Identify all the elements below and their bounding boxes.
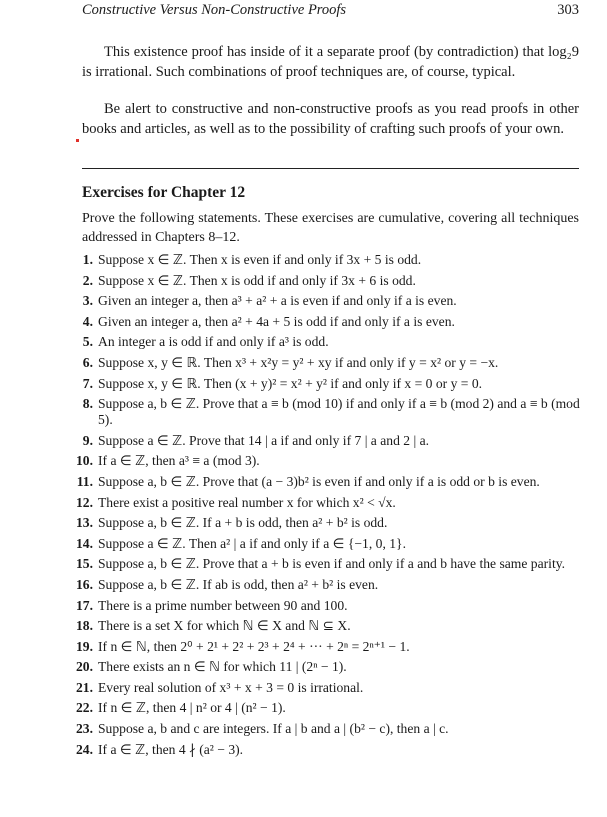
- exercise-number: 2.: [82, 272, 93, 288]
- exercise-number: 8.: [82, 396, 93, 412]
- exercise-text: Suppose a ∈ ℤ. Prove that 14 | a if and only if 7 | a and 2 | a.: [98, 432, 430, 448]
- exercise-text: Suppose a ∈ ℤ. Then a² | a if and only if a ∈ {−1, 0, 1}.: [98, 535, 406, 551]
- exercise-item: [64, 515, 581, 531]
- exercise-number: 1.: [82, 252, 93, 267]
- exercise-text: Suppose a, b ∈ ℤ. If ab is odd, then a² + b² is even.: [98, 576, 379, 592]
- exercise-number: 10.: [76, 453, 93, 469]
- exercise-item: [64, 355, 581, 371]
- exercise-item: [64, 474, 581, 490]
- chapter-section-title: Constructive Versus Non-Constructive Proofs: [82, 2, 347, 18]
- exercise-item: [64, 453, 581, 469]
- exercises-intro: Prove the following statements. These exercises are cumulative, covering all techniques addressed in Chapters 8–12.: [82, 211, 579, 245]
- exercise-number: 22.: [76, 700, 93, 716]
- exercise-text: If a ∈ ℤ, then 4 ∤ (a² − 3).: [98, 741, 244, 757]
- exercise-number: 11.: [76, 473, 93, 489]
- exercise-text: Suppose a, b ∈ ℤ. If a + b is odd, then a² + b² is odd.: [98, 515, 388, 531]
- exercise-number: 15.: [76, 556, 93, 572]
- exercise-number: 18.: [76, 618, 93, 634]
- exercise-item: [64, 252, 581, 268]
- exercise-number: 14.: [76, 535, 93, 551]
- exercise-number: 9.: [82, 432, 93, 448]
- section-divider: [82, 168, 579, 169]
- exercise-text: If n ∈ ℤ, then 4 | n² or 4 | (n² − 1).: [98, 700, 286, 716]
- exercise-item: [64, 396, 581, 428]
- exercise-text: There is a set X for which ℕ ∈ X and ℕ ⊆ X.: [98, 618, 351, 634]
- exercise-text: Given an integer a, then a³ + a² + a is even if and only if a is even.: [98, 293, 457, 309]
- exercise-text: There is a prime number between 90 and 100.: [98, 597, 348, 613]
- exercise-item: [64, 598, 581, 614]
- exercise-text: Suppose x, y ∈ ℝ. Then x³ + x²y = y² + xy if and only if y = x² or y = −x.: [98, 354, 499, 370]
- exercise-number: 6.: [82, 354, 93, 370]
- exercise-item: [64, 556, 581, 572]
- exercise-text: Suppose x ∈ ℤ. Then x is odd if and only if 3x + 6 is odd.: [98, 272, 416, 288]
- exercises-heading: Exercises for Chapter 12: [82, 184, 246, 201]
- exercise-text: Given an integer a, then a² + 4a + 5 is odd if and only if a is even.: [98, 313, 455, 329]
- exercise-item: [64, 639, 581, 655]
- exercise-number: 5.: [82, 334, 93, 350]
- exercise-text: There exists an n ∈ ℕ for which 11 | (2ⁿ − 1).: [98, 659, 347, 675]
- red-dot-mark: [76, 139, 79, 142]
- exercise-item: [64, 721, 581, 737]
- exercise-text: There exist a positive real number x for which x² < √x.: [98, 494, 396, 510]
- exercise-number: 21.: [76, 679, 93, 695]
- exercise-text: Suppose a, b ∈ ℤ. Prove that a + b is even if and only if a and b have the same parity.: [98, 556, 566, 572]
- exercise-number: 24.: [76, 741, 93, 757]
- exercise-number: 4.: [82, 313, 93, 329]
- exercise-item: [64, 293, 581, 309]
- exercise-item: [64, 659, 581, 675]
- exercise-text: Suppose x ∈ ℤ. Then x is even if and only if 3x + 5 is odd.: [98, 252, 422, 267]
- exercise-number: 19.: [76, 638, 93, 654]
- exercise-number: 13.: [76, 515, 93, 531]
- exercise-item: [64, 273, 581, 289]
- exercise-number: 16.: [76, 576, 93, 592]
- exercise-text: Suppose a, b and c are integers. If a | b and a | (b² − c), then a | c.: [98, 721, 449, 737]
- exercise-item: [64, 314, 581, 330]
- exercise-item: [64, 577, 581, 593]
- exercise-text: Suppose a, b ∈ ℤ. Prove that (a − 3)b² is even if and only if a is odd or b is even.: [98, 473, 540, 489]
- exercise-text: If a ∈ ℤ, then a³ ≡ a (mod 3).: [98, 453, 260, 469]
- exercise-text: Suppose x, y ∈ ℝ. Then (x + y)² = x² + y² if and only if x = 0 or y = 0.: [98, 375, 483, 391]
- body-paragraph-2-text: Be alert to constructive and non-constructive proofs as you read proofs in other books and articles, as well as to the possibility of crafting such proofs of your own.: [82, 101, 579, 137]
- exercise-item: [64, 536, 581, 552]
- exercise-text: Suppose a, b ∈ ℤ. Prove that a ≡ b (mod 10) if and only if a ≡ b (mod 2) and a ≡ b (mod 5).: [98, 396, 580, 428]
- exercise-item: [64, 376, 581, 392]
- exercise-list: [64, 252, 581, 762]
- exercise-number: 3.: [82, 293, 93, 309]
- exercise-item: [64, 495, 581, 511]
- running-head: [82, 2, 579, 22]
- exercise-item: [64, 680, 581, 696]
- exercise-number: 7.: [82, 375, 93, 391]
- exercise-item: [64, 433, 581, 449]
- exercise-number: 20.: [76, 659, 93, 675]
- page-number: 303: [557, 2, 579, 18]
- body-paragraph-1: [82, 43, 579, 82]
- exercise-text: Every real solution of x³ + x + 3 = 0 is irrational.: [98, 679, 364, 695]
- exercise-text: If n ∈ ℕ, then 2⁰ + 2¹ + 2² + 2³ + 2⁴ + ··· + 2ⁿ = 2ⁿ⁺¹ − 1.: [98, 638, 410, 654]
- exercise-item: [64, 618, 581, 634]
- exercise-text: An integer a is odd if and only if a³ is odd.: [98, 334, 329, 350]
- body-paragraph-2: [82, 100, 579, 139]
- exercise-number: 23.: [76, 721, 93, 737]
- body-paragraph-1-text: This existence proof has inside of it a separate proof (by contradiction) that log₂9 is irrational. Such combinations of proof techniques are, of course, typical.: [82, 44, 579, 80]
- exercise-item: [64, 334, 581, 350]
- exercise-item: [64, 742, 581, 758]
- exercise-number: 17.: [76, 597, 93, 613]
- exercise-item: [64, 700, 581, 716]
- exercise-number: 12.: [76, 494, 93, 510]
